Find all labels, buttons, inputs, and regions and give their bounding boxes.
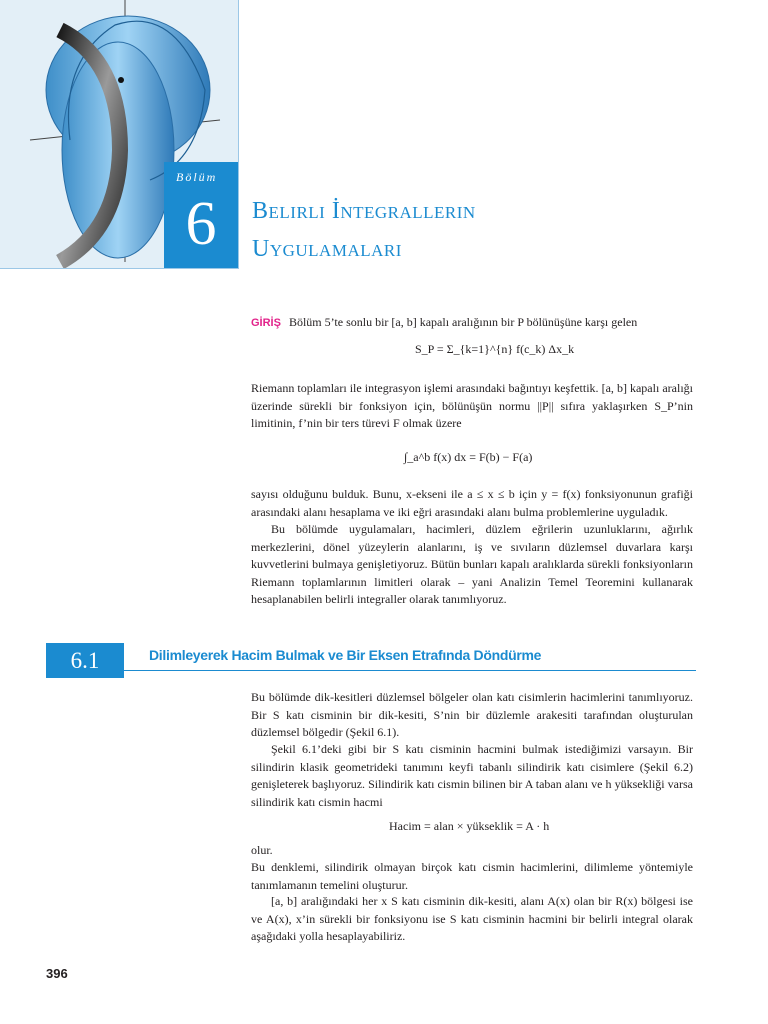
volume-equation: Hacim = alan × yükseklik = A · h	[389, 819, 550, 833]
chapter-number: 6	[185, 190, 217, 258]
section-paragraph-1: Bu bölümde dik-kesitleri düzlemsel bölgeler olan katı cisimlerin hacimlerini tanımlıyoruz. Bir S katı cisminin bir dik-kesiti, S’nin bir düzlemle arakesiti tarafından oluşturulan düzlemsel bölgedir (Şekil 6.1).	[251, 690, 693, 739]
integral-equation: ∫_a^b f(x) dx = F(b) − F(a)	[404, 450, 533, 464]
riemann-sum-equation: S_P = Σ_{k=1}^{n} f(c_k) Δx_k	[415, 342, 575, 356]
page-number: 396	[46, 966, 68, 981]
intro-para1-text: Bölüm 5’te sonlu bir [a, b] kapalı aralığının bir P bölünüşüne karşı gelen	[288, 315, 638, 329]
intro-label: GİRİŞ	[251, 317, 281, 329]
intro-paragraph-4: Bu bölümde uygulamaları, hacimleri, düzlem eğrilerin uzunluklarını, ağırlık merkezlerini, dönel yüzeylerin alanlarını, iş ve sıvıların düzlemsel duvarlara karşı kuvvetlerini bulmaya genişletiyoruz. Bütün bunları kapalı aralıklarda sürekli fonksiyonların Riemann toplamlarının limitleri olarak – yani Analizin Temel Teoremini kullanarak hesaplanabilen belirli integraller olarak tanımlıyoruz.	[251, 522, 693, 606]
intro-paragraph-3: sayısı olduğunu bulduk. Bunu, x-ekseni ile a ≤ x ≤ b için y = f(x) fonksiyonunun grafiği arasındaki alanı hesaplama ve iki eğri arasındaki alanı bulma problemlerine uyguladık.	[251, 487, 693, 519]
section-paragraph-4: Bu denklemi, silindirik olmayan birçok katı cismin hacimlerini, dilimleme yöntemiyle tanımlamanın temelini oluşturur.	[251, 860, 693, 892]
section-rule	[124, 670, 696, 671]
section-number: 6.1	[46, 643, 124, 678]
chapter-number-block	[164, 162, 238, 268]
section-paragraph-5: [a, b] aralığındaki her x S katı cisminin dik-kesiti, alanı A(x) olan bir R(x) bölgesi ise ve A(x), x’in sürekli bir fonksiyonu ise S katı cisminin hacmini bir belirli integral olarak aşağıdaki yolla hesaplayabiliriz.	[251, 894, 693, 943]
chapter-title-line1: Belirli İntegrallerin	[252, 198, 476, 224]
section-title: Dilimleyerek Hacim Bulmak ve Bir Eksen Etrafında Döndürme	[149, 647, 542, 663]
intro-paragraph-1	[251, 314, 693, 333]
intro-paragraph-2: Riemann toplamları ile integrasyon işlemi arasındaki bağıntıyı keşfettik. [a, b] kapalı aralığı üzerinde sürekli bir fonksiyon için, bölünüşün normu ||P|| sıfıra yaklaşırken S_P’nin limitinin, f’nin bir ters türevi F olmak üzere	[251, 381, 693, 430]
chapter-label: Bölüm	[176, 170, 218, 184]
section-paragraph-2: Şekil 6.1’deki gibi bir S katı cisminin hacmini bulmak istediğimizi varsayın. Bir silindirin klasik geometrideki tanımını keyfi tabanlı silindirik katı cisimlere (Şekil 6.2) genişleterek başlıyoruz. Silindirik katı cismin bilinen bir A taban alanı ve h yüksekliği varsa silindirik katı cismin hacmi	[251, 742, 693, 809]
chapter-title-line2: Uygulamaları	[252, 236, 402, 262]
chapter-title	[252, 192, 476, 268]
section-paragraph-3: olur.	[251, 843, 273, 857]
